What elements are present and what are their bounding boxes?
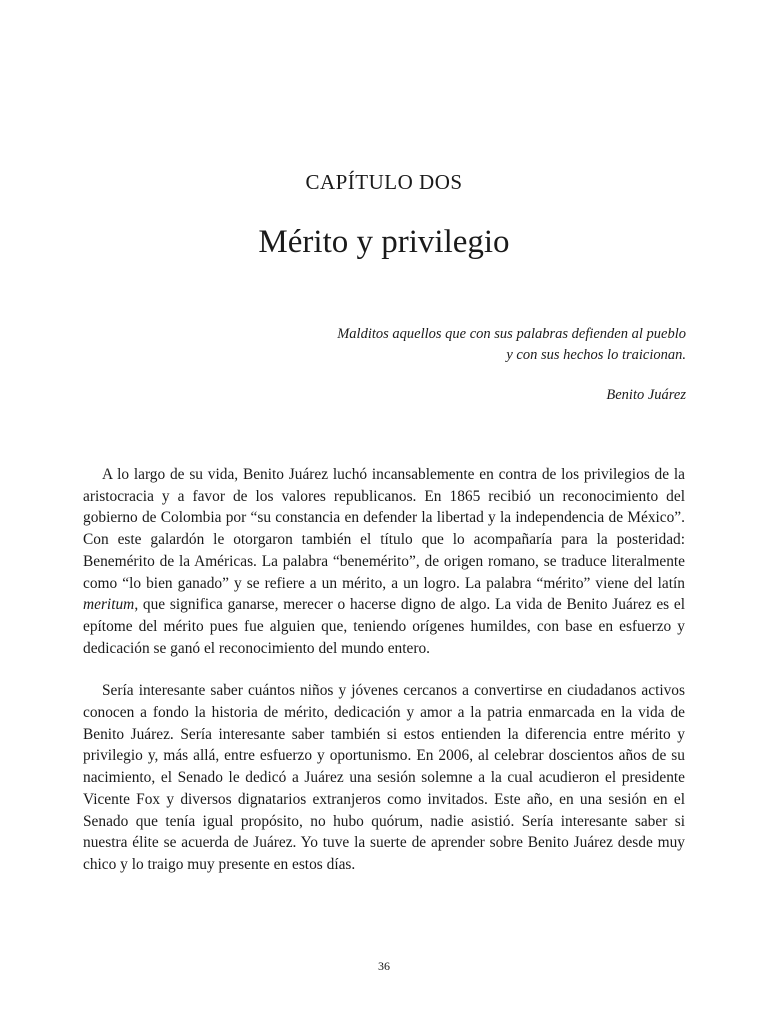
- epigraph-author: Benito Juárez: [606, 387, 686, 403]
- epigraph-line-2: y con sus hechos lo traicionan.: [506, 347, 686, 363]
- paragraph-1-part-a: A lo largo de su vida, Benito Juárez luchó incansablemente en contra de los privilegios de la aristocracia y a favor de los valores republicanos. En 1865 recibió un reconocimiento del gobierno de Colombia por “su constancia en defender la libertad y la independencia de México”. Con este galardón le otorgaron también el título que lo acompañaría para la posteridad: Benemérito de la Américas. La palabra “benemérito”, de origen romano, se traduce literalmente como “lo bien ganado” y se refiere a un mérito, a un logro. La palabra “mérito” viene del latín: [83, 466, 685, 592]
- epigraph: [266, 324, 686, 366]
- page-number: 36: [378, 959, 390, 973]
- paragraph-2: Sería interesante saber cuántos niños y jóvenes cercanos a convertirse en ciudadanos activos conocen a fondo la historia de mérito, dedicación y amor a la patria enmarcada en la vida de Benito Juárez. Sería interesante saber también si estos entienden la diferencia entre mérito y privilegio y, más allá, entre esfuerzo y oportunismo. En 2006, al celebrar doscientos años de su nacimiento, el Senado le dedicó a Juárez una sesión solemne a la cual acudieron el presidente Vicente Fox y diversos dignatarios extranjeros como invitados. Este año, en una sesión en el Senado que tenía igual propósito, no hubo quórum, nadie asistió. Sería interesante saber si nuestra élite se acuerda de Juárez. Yo tuve la suerte de aprender sobre Benito Juárez desde muy chico y lo traigo muy presente en estos días.: [83, 682, 685, 873]
- epigraph-line-1: Malditos aquellos que con sus palabras defienden al pueblo: [337, 326, 686, 342]
- paragraph-1-part-b: , que significa ganarse, merecer o hacerse digno de algo. La vida de Benito Juárez es el epítome del mérito pues fue alguien que, teniendo orígenes humildes, con base en esfuerzo y dedicación se ganó el reconocimiento del mundo entero.: [83, 596, 685, 657]
- latin-term: meritum: [83, 596, 135, 614]
- paragraph-1: [83, 464, 685, 659]
- chapter-label: CAPÍTULO DOS: [305, 170, 463, 194]
- chapter-title: Mérito y privilegio: [258, 224, 510, 260]
- body-text: [83, 464, 685, 897]
